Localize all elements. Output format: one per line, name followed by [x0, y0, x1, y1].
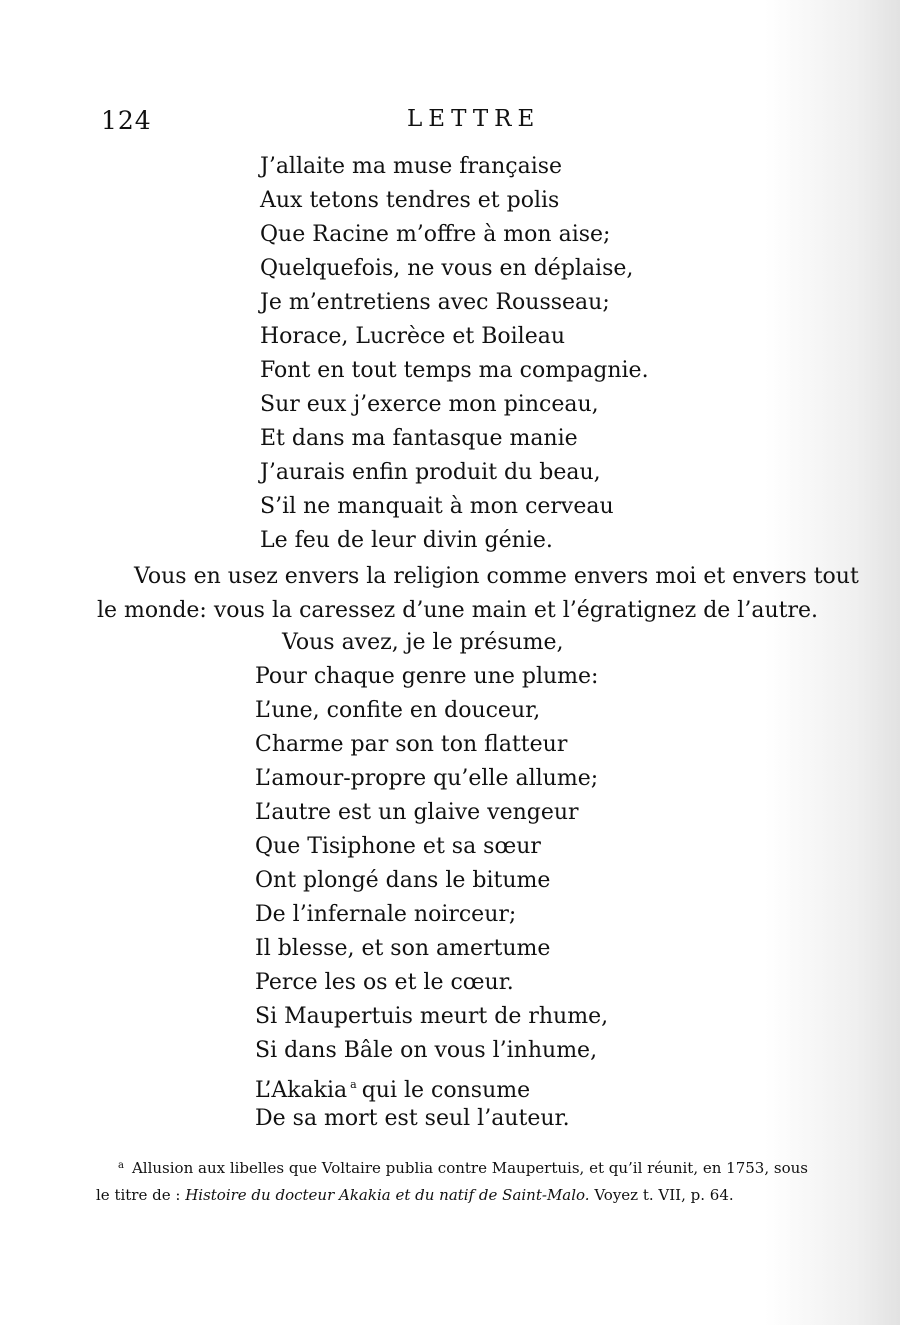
footnote — [96, 1152, 856, 1209]
verse-text: L’Akakia — [255, 1078, 348, 1103]
verse-stanza-2 — [255, 626, 608, 1136]
footnote-book-title: Histoire du docteur Akakia et du natif de Saint-Malo. — [185, 1186, 590, 1204]
footnote-line — [96, 1152, 856, 1182]
verse-line: L’autre est un glaive vengeur — [255, 800, 579, 825]
verse-line: Horace, Lucrèce et Boileau — [260, 324, 566, 349]
prose-line: le monde: vous la caressez d’une main et l’égratignez de l’autre. — [97, 598, 818, 623]
verse-line: De sa mort est seul l’auteur. — [255, 1106, 570, 1131]
verse-line: J’allaite ma muse française — [260, 154, 563, 179]
verse-line: Charme par son ton flatteur — [255, 732, 568, 757]
verse-line: Je m’entretiens avec Rousseau; — [260, 290, 610, 315]
verse-line: Perce les os et le cœur. — [255, 970, 514, 995]
verse-text: qui le consume — [361, 1078, 531, 1103]
running-head — [0, 104, 900, 140]
footnote-text: le titre de : — [96, 1186, 186, 1204]
footnote-reference[interactable]: a — [350, 1078, 357, 1091]
verse-line: Que Tisiphone et sa sœur — [255, 834, 541, 859]
verse-line: Pour chaque genre une plume: — [255, 664, 599, 689]
verse-line: Vous avez, je le présume, — [282, 630, 564, 655]
verse-line: Aux tetons tendres et polis — [260, 188, 560, 213]
verse-line: Si dans Bâle on vous l’inhume, — [255, 1038, 598, 1063]
page-number: 124 — [101, 106, 152, 135]
verse-line: Sur eux j’exerce mon pinceau, — [260, 392, 599, 417]
footnote-marker: a — [118, 1160, 124, 1171]
footnote-line — [96, 1182, 856, 1209]
verse-line: L’une, confite en douceur, — [255, 698, 541, 723]
verse-line: S’il ne manquait à mon cerveau — [260, 494, 614, 519]
verse-line: Si Maupertuis meurt de rhume, — [255, 1004, 609, 1029]
running-title: LETTRE — [407, 106, 541, 132]
verse-line: Quelquefois, ne vous en déplaise, — [260, 256, 634, 281]
prose-paragraph — [97, 560, 857, 628]
verse-stanza-1 — [260, 150, 649, 558]
verse-line: Le feu de leur divin génie. — [260, 528, 553, 553]
verse-line: Que Racine m’offre à mon aise; — [260, 222, 611, 247]
verse-line: J’aurais enfin produit du beau, — [260, 460, 601, 485]
verse-line: Font en tout temps ma compagnie. — [260, 358, 649, 383]
footnote-text: Allusion aux libelles que Voltaire publia contre Maupertuis, et qu’il réunit, en 1753, sous — [131, 1159, 808, 1177]
verse-line-with-footnote-ref — [255, 1068, 608, 1102]
verse-line: Il blesse, et son amertume — [255, 936, 551, 961]
verse-line: Et dans ma fantasque manie — [260, 426, 578, 451]
verse-line: L’amour-propre qu’elle allume; — [255, 766, 599, 791]
verse-line: De l’infernale noirceur; — [255, 902, 517, 927]
verse-line: Ont plongé dans le bitume — [255, 868, 551, 893]
prose-line: Vous en usez envers la religion comme envers moi et envers tout — [134, 564, 859, 589]
footnote-text: Voyez t. VII, p. 64. — [589, 1186, 734, 1204]
